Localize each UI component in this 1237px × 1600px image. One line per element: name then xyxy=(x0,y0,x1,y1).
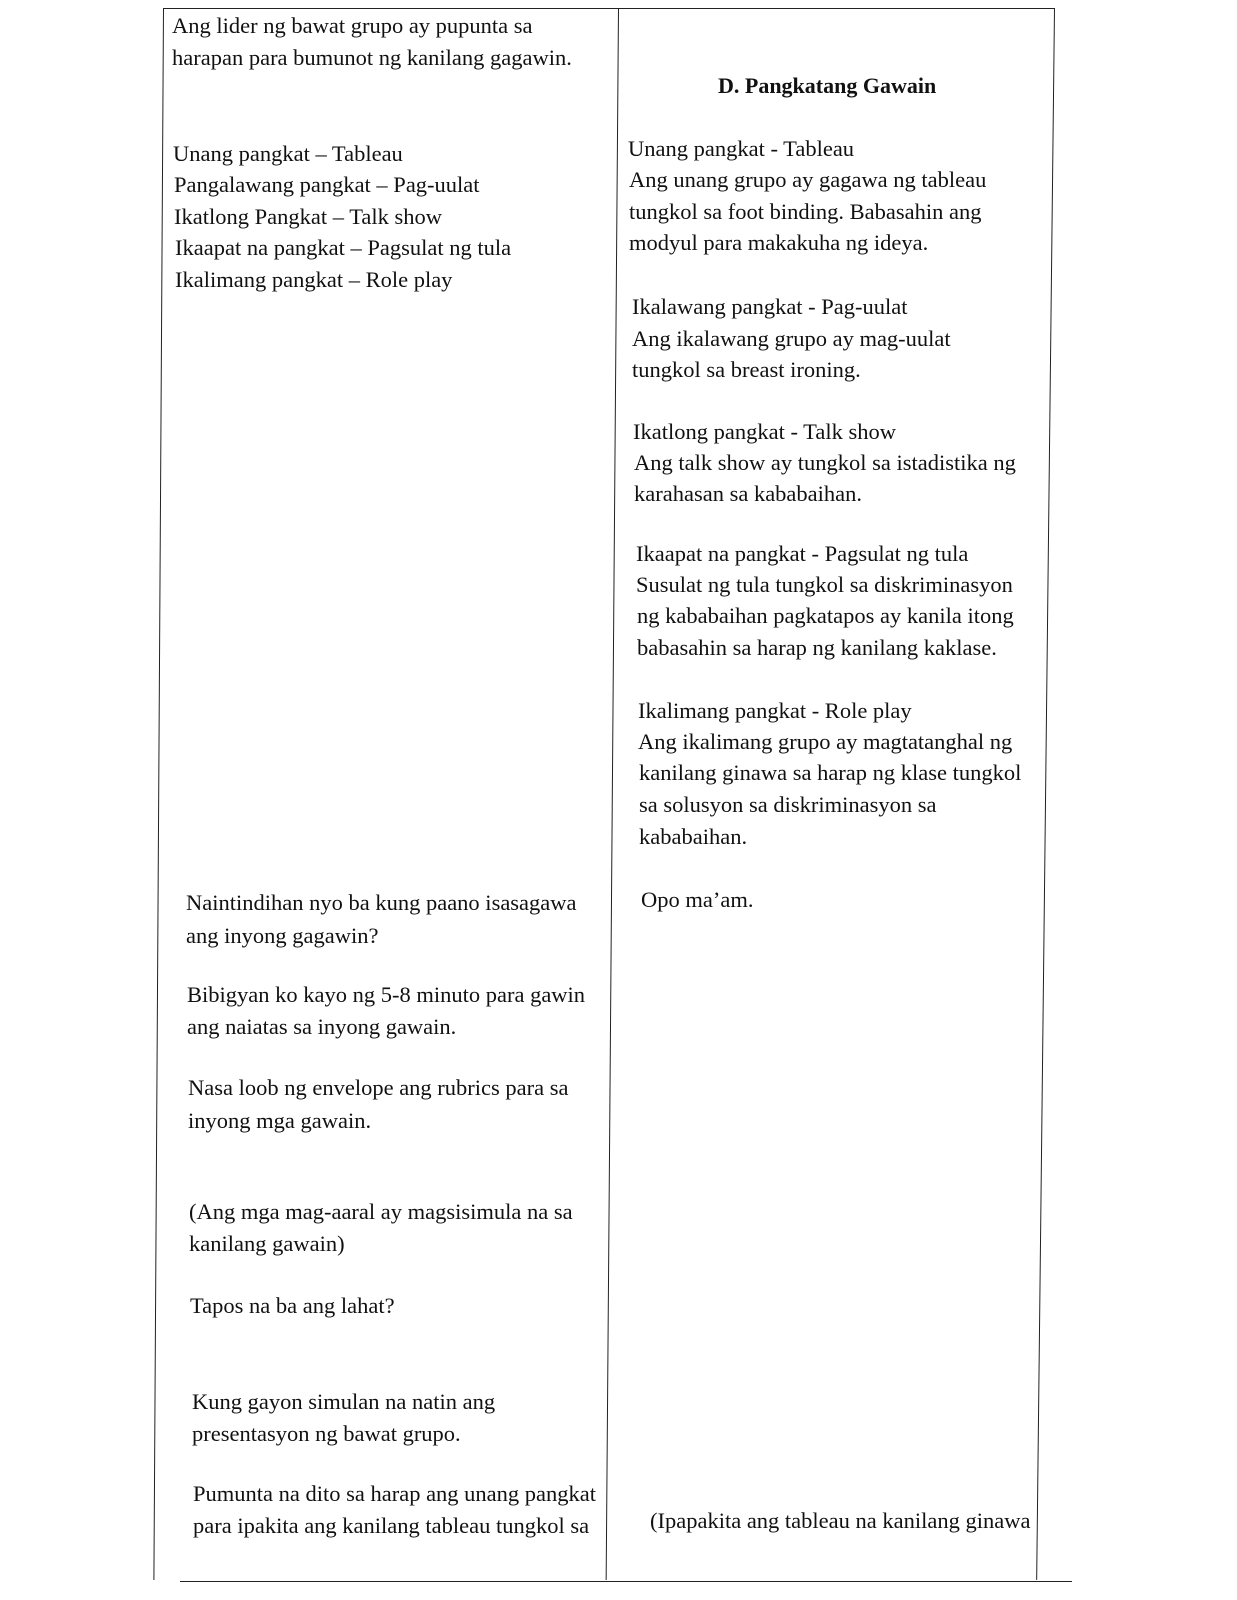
time-line-1: Bibigyan ko kayo ng 5-8 minuto para gawin xyxy=(187,982,586,1007)
group-list-item-3: Ikatlong Pangkat – Talk show xyxy=(174,204,442,229)
group2-line-2: Ang ikalawang grupo ay mag-uulat xyxy=(632,326,951,351)
present-line-1: Kung gayon simulan na natin ang xyxy=(192,1389,496,1414)
group1-line-4: modyul para makakuha ng ideya. xyxy=(629,230,929,255)
rubrics-line-2: inyong mga gawain. xyxy=(188,1108,372,1133)
group3-line-3: karahasan sa kababaihan. xyxy=(634,481,863,506)
table-column-divider xyxy=(606,8,619,1580)
group-list-item-1: Unang pangkat – Tableau xyxy=(173,141,403,166)
question-line-1: Naintindihan nyo ba kung paano isasagawa xyxy=(186,890,577,915)
group5-line-3: kanilang ginawa sa harap ng klase tungkol xyxy=(639,760,1022,785)
table-border-right xyxy=(1036,8,1055,1580)
group4-line-3: ng kababaihan pagkatapos ay kanila itong xyxy=(637,603,1014,628)
group-list-item-5: Ikalimang pangkat – Role play xyxy=(175,267,453,292)
rubrics-line-1: Nasa loob ng envelope ang rubrics para sa xyxy=(188,1075,569,1100)
group4-line-1: Ikaapat na pangkat - Pagsulat ng tula xyxy=(636,541,969,566)
group1-line-1: Unang pangkat - Tableau xyxy=(628,136,855,161)
group-list-item-2: Pangalawang pangkat – Pag-uulat xyxy=(174,172,480,197)
group5-line-4: sa solusyon sa diskriminasyon sa xyxy=(639,792,937,817)
first-group-line-2: para ipakita ang kanilang tableau tungkol sa xyxy=(193,1513,590,1538)
time-line-2: ang naiatas sa inyong gawain. xyxy=(187,1014,457,1039)
start-line-2: kanilang gawain) xyxy=(189,1231,345,1256)
student-answer: Opo ma’am. xyxy=(641,887,754,912)
group3-line-1: Ikatlong pangkat - Talk show xyxy=(633,419,896,444)
group5-line-2: Ang ikalimang grupo ay magtatanghal ng xyxy=(638,729,1013,754)
group4-line-4: babasahin sa harap ng kanilang kaklase. xyxy=(637,635,997,660)
section-heading: D. Pangkatang Gawain xyxy=(718,73,937,98)
group3-line-2: Ang talk show ay tungkol sa istadistika ng xyxy=(634,450,1016,475)
table-border-top xyxy=(163,8,1054,9)
group2-line-3: tungkol sa breast ironing. xyxy=(632,357,861,382)
table-border-bottom xyxy=(180,1581,1072,1582)
group4-line-2: Susulat ng tula tungkol sa diskriminasyon xyxy=(636,572,1013,597)
present-line-2: presentasyon ng bawat grupo. xyxy=(192,1421,461,1446)
done-question: Tapos na ba ang lahat? xyxy=(190,1293,395,1318)
tableau-note: (Ipapakita ang tableau na kanilang ginawa xyxy=(650,1508,1031,1533)
intro-line-1: Ang lider ng bawat grupo ay pupunta sa xyxy=(172,13,533,38)
start-line-1: (Ang mga mag-aaral ay magsisimula na sa xyxy=(189,1199,573,1224)
intro-line-2: harapan para bumunot ng kanilang gagawin. xyxy=(172,45,572,70)
question-line-2: ang inyong gagawin? xyxy=(186,923,379,948)
group2-line-1: Ikalawang pangkat - Pag-uulat xyxy=(632,294,908,319)
group-list-item-4: Ikaapat na pangkat – Pagsulat ng tula xyxy=(175,235,512,260)
table-border-left xyxy=(153,8,164,1580)
group1-line-2: Ang unang grupo ay gagawa ng tableau xyxy=(629,167,987,192)
group1-line-3: tungkol sa foot binding. Babasahin ang xyxy=(629,199,982,224)
first-group-line-1: Pumunta na dito sa harap ang unang pangkat xyxy=(193,1481,597,1506)
group5-line-1: Ikalimang pangkat - Role play xyxy=(638,698,912,723)
group5-line-5: kababaihan. xyxy=(639,824,748,849)
